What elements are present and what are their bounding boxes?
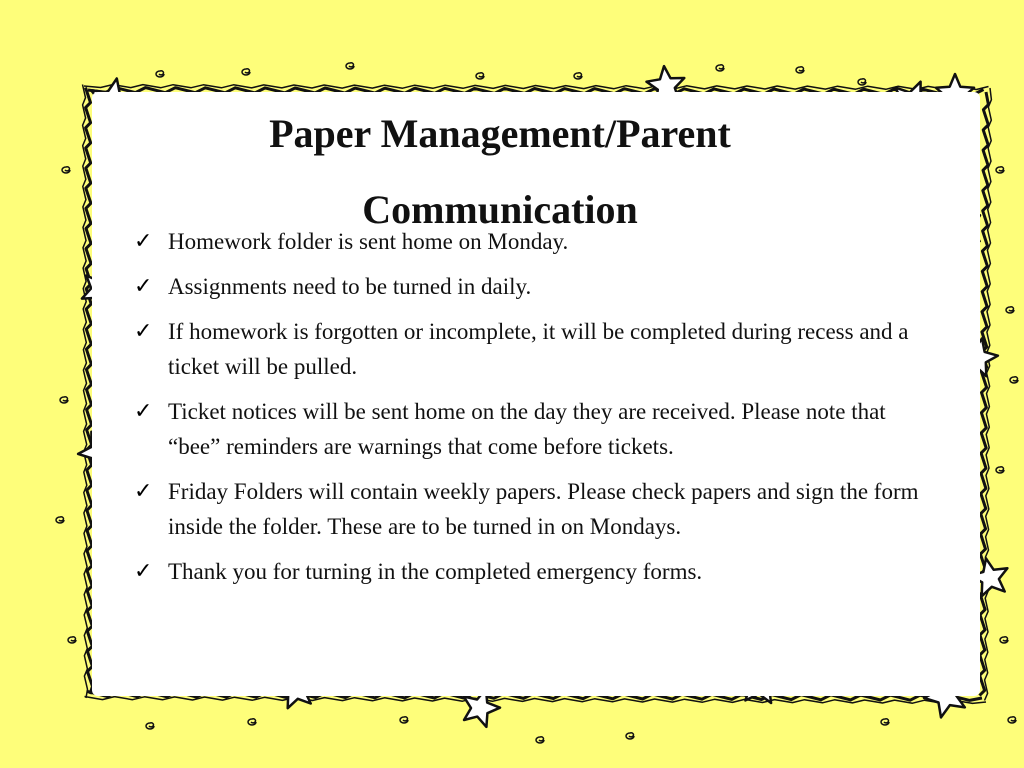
bullet-text: Thank you for turning in the completed emergency forms. (168, 559, 703, 584)
swirl-decoration (536, 737, 544, 743)
swirl-decoration (1006, 307, 1014, 313)
swirl-decoration (1010, 377, 1018, 383)
swirl-decoration (60, 397, 68, 403)
swirl-decoration (62, 167, 70, 173)
swirl-decoration (476, 73, 484, 79)
swirl-decoration (574, 73, 582, 79)
bullet-item (134, 314, 940, 384)
check-mark-icon: ✓ (134, 479, 153, 504)
swirl-decoration (796, 67, 804, 73)
swirl-decoration (146, 723, 154, 729)
swirl-decoration (858, 79, 866, 85)
swirl-decoration (996, 167, 1004, 173)
bullet-text: Assignments need to be turned in daily. (168, 274, 532, 299)
bullet-item (134, 554, 940, 589)
swirl-decoration (1000, 637, 1008, 643)
bullet-text: Friday Folders will contain weekly papers. Please check papers and sign the form inside the folder. These are to be turned in on Mondays. (168, 479, 919, 539)
swirl-decoration (996, 467, 1004, 473)
title-line-2: Communication (362, 187, 638, 232)
swirl-decoration (881, 719, 889, 725)
swirl-decoration (156, 71, 164, 77)
bullet-item (134, 224, 940, 259)
bullet-item (134, 269, 940, 304)
title-line-1: Paper Management/Parent (269, 111, 731, 156)
bullet-item (134, 474, 940, 544)
swirl-decoration (626, 733, 634, 739)
swirl-decoration (242, 69, 250, 75)
swirl-decoration (346, 63, 354, 69)
check-mark-icon: ✓ (134, 399, 153, 424)
swirl-decoration (248, 719, 256, 725)
bullet-text: Ticket notices will be sent home on the day they are received. Please note that “bee” reminders are warnings that come before tickets. (168, 399, 886, 459)
swirl-decoration (716, 65, 724, 71)
bullet-list (134, 224, 940, 599)
check-mark-icon: ✓ (134, 559, 153, 584)
bullet-text: Homework folder is sent home on Monday. (168, 229, 569, 254)
check-mark-icon: ✓ (134, 319, 153, 344)
swirl-decoration (68, 637, 76, 643)
bullet-text: If homework is forgotten or incomplete, it will be completed during recess and a ticket will be pulled. (168, 319, 909, 379)
bullet-item (134, 394, 940, 464)
swirl-decoration (1008, 717, 1016, 723)
check-mark-icon: ✓ (134, 229, 153, 254)
swirl-decoration (400, 717, 408, 723)
swirl-decoration (56, 517, 64, 523)
check-mark-icon: ✓ (134, 274, 153, 299)
